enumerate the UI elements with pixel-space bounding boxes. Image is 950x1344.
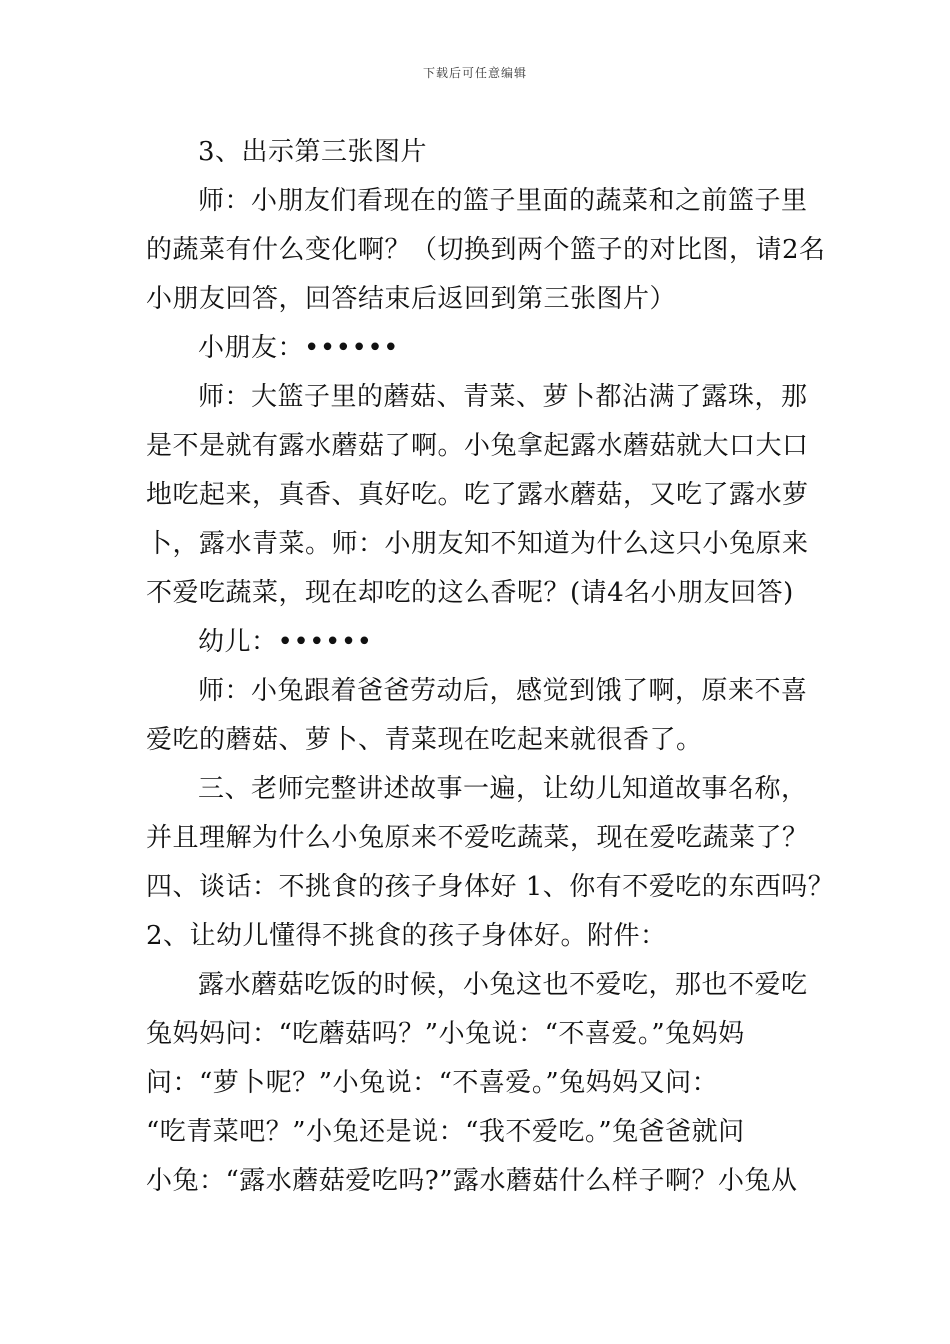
paragraph-line: 小兔：“露水蘑菇爱吃吗?”露水蘑菇什么样子啊？小兔从 — [146, 1166, 798, 1196]
page-header-note: 下载后可任意编辑 — [422, 66, 527, 80]
paragraph-line: 幼儿：•••••• — [198, 627, 373, 657]
paragraph-line: 爱吃的蘑菇、萝卜、青菜现在吃起来就很香了。 — [146, 725, 703, 755]
paragraph-line: 师：大篮子里的蘑菇、青菜、萝卜都沾满了露珠，那 — [198, 382, 808, 412]
paragraph-line: 小朋友回答，回答结束后返回到第三张图片） — [146, 284, 677, 314]
document-body — [146, 128, 835, 1206]
paragraph-line: 并且理解为什么小兔原来不爱吃蔬菜，现在爱吃蔬菜了？ — [146, 823, 809, 853]
paragraph-line: 2、让幼儿懂得不挑食的孩子身体好。附件： — [146, 921, 667, 951]
paragraph-line: 问：“萝卜呢？”小兔说：“不喜爱。”兔妈妈又问： — [146, 1068, 719, 1098]
paragraph-line: 露水蘑菇吃饭的时候，小兔这也不爱吃，那也不爱吃 — [198, 970, 808, 1000]
paragraph-line: 师：小朋友们看现在的篮子里面的蔬菜和之前篮子里 — [198, 186, 808, 216]
paragraph-line: 小朋友：•••••• — [198, 333, 400, 363]
paragraph-line: 不爱吃蔬菜，现在却吃的这么香呢？(请4名小朋友回答) — [146, 578, 794, 608]
paragraph-line: 三、老师完整讲述故事一遍，让幼儿知道故事名称， — [198, 774, 808, 804]
paragraph-line: 的蔬菜有什么变化啊？（切换到两个篮子的对比图，请2名 — [146, 235, 826, 265]
paragraph-line: 卜，露水青菜。师：小朋友知不知道为什么这只小兔原来 — [146, 529, 809, 559]
paragraph-line: 地吃起来，真香、真好吃。吃了露水蘑菇，又吃了露水萝 — [146, 480, 809, 510]
paragraph-line: “吃青菜吧？”小兔还是说：“我不爱吃。”兔爸爸就问 — [146, 1117, 745, 1147]
paragraph-line: 四、谈话：不挑食的孩子身体好 1、你有不爱吃的东西吗？ — [146, 872, 835, 902]
paragraph-line: 3、出示第三张图片 — [198, 137, 428, 167]
paragraph-line: 兔妈妈问：“吃蘑菇吗？”小兔说：“不喜爱。”兔妈妈 — [146, 1019, 745, 1049]
paragraph-line: 是不是就有露水蘑菇了啊。小兔拿起露水蘑菇就大口大口 — [146, 431, 809, 461]
paragraph-line: 师：小兔跟着爸爸劳动后，感觉到饿了啊，原来不喜 — [198, 676, 808, 706]
